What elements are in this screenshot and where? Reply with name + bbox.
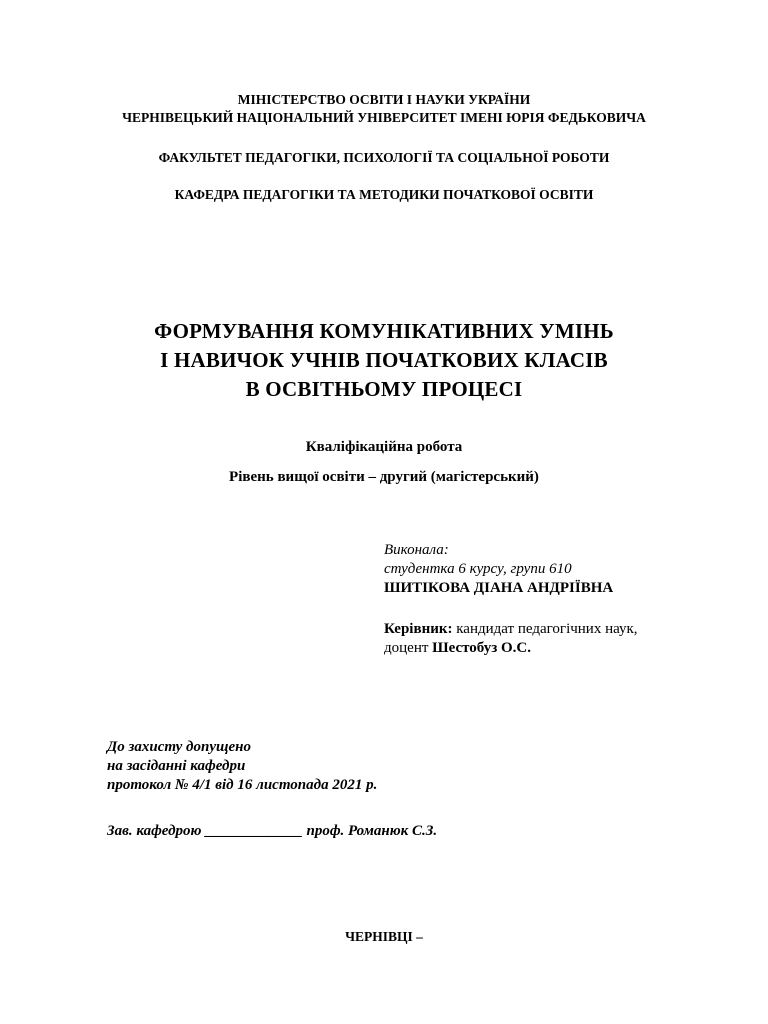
supervisor-position: доцент [384,640,433,656]
supervisor-name: Шестобуз О.С. [432,640,532,656]
supervisor-degree: кандидат педагогічних наук, [452,621,638,637]
thesis-title-line-2: І НАВИЧОК УЧНІВ ПОЧАТКОВИХ КЛАСІВ [160,348,608,372]
defense-line-1: До захисту допущено [107,739,251,755]
author-block [384,541,613,598]
supervisor-block [384,620,638,658]
university-name: ЧЕРНІВЕЦЬКИЙ НАЦІОНАЛЬНИЙ УНІВЕРСИТЕТ ІМЕНІ ЮРІЯ ФЕДЬКОВИЧА [122,110,646,125]
defense-protocol: протокол № 4/1 від 16 листопада 2021 р. [107,777,378,793]
defense-line-2: на засіданні кафедри [107,758,246,774]
supervisor-line-2 [384,639,638,658]
work-type: Кваліфікаційна робота [305,439,463,455]
faculty-name: ФАКУЛЬТЕТ ПЕДАГОГІКИ, ПСИХОЛОГІЇ ТА СОЦІАЛЬНОЇ РОБОТИ [158,150,610,165]
supervisor-line-1 [384,620,638,639]
city-year: ЧЕРНІВЦІ – [345,929,423,944]
author-label: Виконала: [384,542,449,558]
education-level: Рівень вищої освіти – другий (магістерський) [229,469,539,485]
ministry-name: МІНІСТЕРСТВО ОСВІТИ І НАУКИ УКРАЇНИ [237,92,531,107]
author-name: ШИТІКОВА ДІАНА АНДРІЇВНА [384,580,614,596]
author-info: студентка 6 курсу, групи 610 [384,561,572,577]
defense-block [107,738,377,795]
department-head-line: Зав. кафедрою _____________ проф. Романюк С.З. [107,823,438,839]
department-name: КАФЕДРА ПЕДАГОГІКИ ТА МЕТОДИКИ ПОЧАТКОВОЇ ОСВІТИ [174,187,594,202]
thesis-title-line-3: В ОСВІТНЬОМУ ПРОЦЕСІ [245,377,523,401]
thesis-title-line-1: ФОРМУВАННЯ КОМУНІКАТИВНИХ УМІНЬ [154,319,614,343]
supervisor-label: Керівник: [384,621,453,637]
